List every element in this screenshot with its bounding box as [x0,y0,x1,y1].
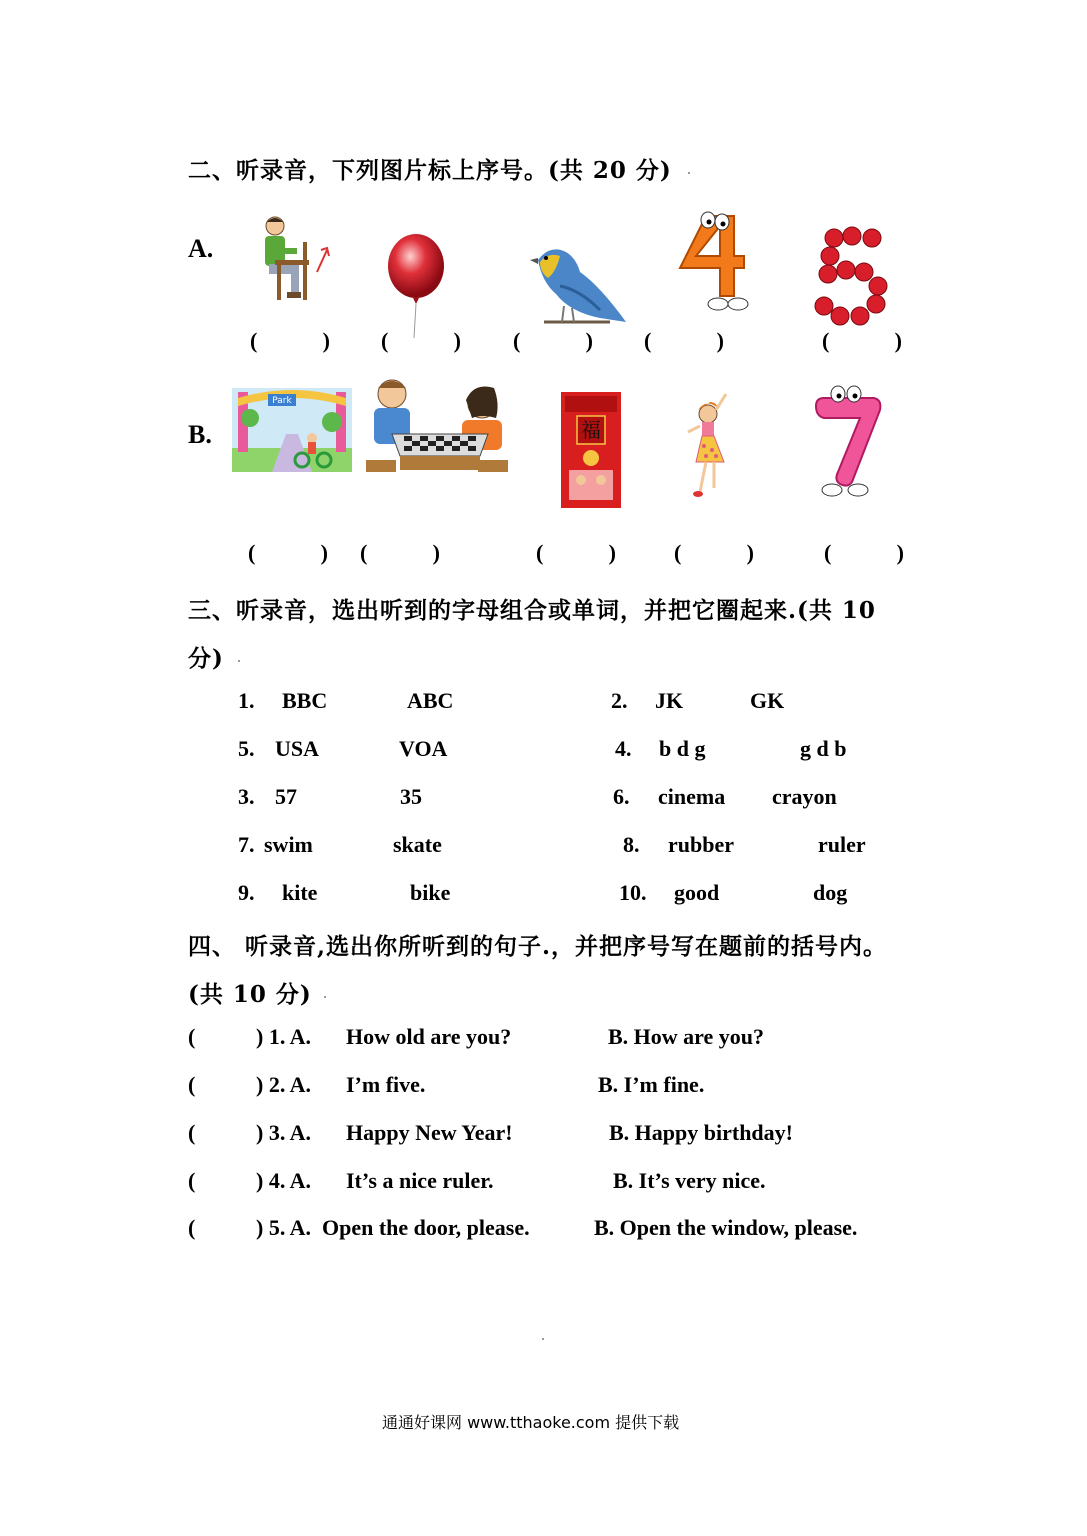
chess-image [362,374,508,476]
option-b[interactable]: 35 [400,784,422,809]
stray-mark [324,996,326,998]
red-packet-image [561,392,621,508]
option-b[interactable]: skate [393,832,442,857]
item-number: 5. [238,736,255,761]
option-b[interactable]: ABC [407,688,454,713]
man-sitting-image [255,212,335,304]
dancing-girl-image [686,392,732,502]
item-number: 9. [238,880,255,905]
answer-bracket[interactable]: ( ) [644,328,724,353]
park-sign-text: Park [272,396,292,406]
answer-bracket-open[interactable]: ( [188,1215,196,1240]
sentence-option-b: B. Open the window, please. [594,1215,858,1240]
number-five-image [814,226,890,326]
bird-image [530,238,628,326]
option-a[interactable]: 57 [275,784,297,809]
answer-bracket-open[interactable]: ( [188,1024,196,1049]
answer-bracket-open[interactable]: ( [188,1072,196,1097]
item-number: 3. [238,784,255,809]
sentence-option-a: I’m five. [346,1072,426,1097]
item-number: 2. [611,688,628,713]
page-footer: 通通好课网 www.tthaoke.com 提供下载 [382,1413,680,1432]
stray-mark [542,1338,544,1340]
option-b[interactable]: GK [750,688,785,713]
option-b[interactable]: VOA [399,736,448,761]
row-b-label: B. [188,420,212,449]
option-a[interactable]: JK [655,688,684,713]
section2-heading: 二、听录音，下列图片标上序号。(共 20 分) [188,157,672,184]
option-a[interactable]: good [674,880,720,905]
answer-bracket[interactable]: ( ) [513,328,593,353]
sentence-option-b: B. I’m fine. [598,1072,705,1097]
answer-bracket[interactable]: ( ) [536,540,616,565]
option-a[interactable]: b d g [659,736,706,761]
sentence-option-b: B. It’s very nice. [613,1168,766,1193]
option-a[interactable]: rubber [668,832,734,857]
option-b[interactable]: g d b [800,736,847,761]
item-number: 8. [623,832,640,857]
item-number: 7. [238,832,255,857]
answer-bracket[interactable]: ( ) [248,540,328,565]
balloon-image [385,232,447,338]
item-number: 10. [619,880,647,905]
stray-mark [238,660,240,662]
answer-bracket[interactable]: ( ) [381,328,461,353]
number-four-image [668,206,750,314]
option-b[interactable]: ruler [818,832,866,857]
answer-bracket[interactable]: ( ) [250,328,330,353]
option-b[interactable]: crayon [772,784,837,809]
section3-heading-line1: 三、听录音，选出听到的字母组合或单词，并把它圈起来.(共 10 [188,597,876,624]
item-number: ) 3. A. [256,1120,311,1145]
sentence-option-a: How old are you? [346,1024,512,1049]
answer-bracket[interactable]: ( ) [824,540,904,565]
sentence-option-b: B. Happy birthday! [609,1120,793,1145]
option-b[interactable]: bike [410,880,451,905]
sentence-option-b: B. How are you? [608,1024,765,1049]
answer-bracket[interactable]: ( ) [360,540,440,565]
row-a-label: A. [188,234,214,263]
section4-heading-line2: (共 10 分) [188,981,312,1008]
fu-character: 福 [581,418,601,442]
section3-heading-line2: 分) [188,645,224,672]
option-a[interactable]: USA [275,736,320,761]
section4-heading-line1: 四、 听录音,选出你所听到的句子.，并把序号写在题前的括号内。 [188,933,888,960]
sentence-option-a: It’s a nice ruler. [346,1168,494,1193]
answer-bracket-open[interactable]: ( [188,1120,196,1145]
item-number: 1. [238,688,255,713]
item-number: 6. [613,784,630,809]
park-image [232,388,352,472]
option-a[interactable]: BBC [282,688,328,713]
item-number: 4. [615,736,632,761]
item-number: ) 5. A. [256,1215,311,1240]
sentence-option-a: Open the door, please. [322,1215,530,1240]
item-number: ) 1. A. [256,1024,311,1049]
option-a[interactable]: kite [282,880,318,905]
number-seven-image [808,378,886,500]
option-a[interactable]: swim [264,832,313,857]
sentence-option-a: Happy New Year! [346,1120,513,1145]
answer-bracket[interactable]: ( ) [822,328,902,353]
stray-mark [688,172,690,174]
option-b[interactable]: dog [813,880,848,905]
answer-bracket[interactable]: ( ) [674,540,754,565]
item-number: ) 4. A. [256,1168,311,1193]
answer-bracket-open[interactable]: ( [188,1168,196,1193]
option-a[interactable]: cinema [658,784,726,809]
item-number: ) 2. A. [256,1072,311,1097]
